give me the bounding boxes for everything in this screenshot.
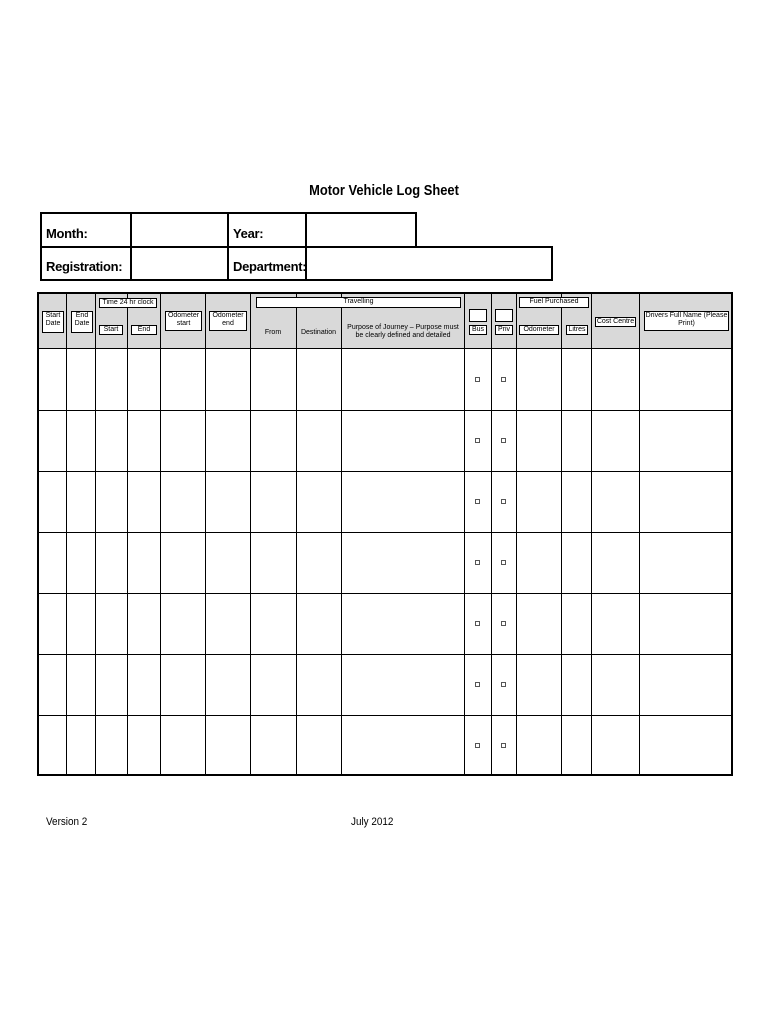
fuel-group-header: Fuel Purchased bbox=[519, 297, 589, 308]
priv-checkbox-4[interactable] bbox=[501, 560, 506, 565]
page-title: Motor Vehicle Log Sheet bbox=[309, 182, 459, 199]
bus-checkbox-7[interactable] bbox=[475, 743, 480, 748]
bus-checkbox-1[interactable] bbox=[475, 377, 480, 382]
date-text: July 2012 bbox=[351, 816, 394, 828]
department-label: Department: bbox=[233, 259, 307, 274]
registration-label: Registration: bbox=[46, 259, 123, 274]
time-start-header: Start bbox=[99, 325, 123, 335]
odometer-start-header: Odometer start bbox=[165, 311, 202, 331]
month-label: Month: bbox=[46, 226, 88, 241]
bus-checkbox-6[interactable] bbox=[475, 682, 480, 687]
time-group-header: Time 24 hr clock bbox=[99, 298, 157, 308]
priv-checkbox-3[interactable] bbox=[501, 499, 506, 504]
month-field[interactable] bbox=[133, 214, 226, 246]
travelling-group-header: Travelling bbox=[256, 297, 461, 308]
fuel-odometer-header: Odometer bbox=[519, 325, 559, 335]
registration-field[interactable] bbox=[133, 248, 226, 279]
bus-checkbox-4[interactable] bbox=[475, 560, 480, 565]
priv-checkbox-6[interactable] bbox=[501, 682, 506, 687]
bus-checkbox-3[interactable] bbox=[475, 499, 480, 504]
log-table bbox=[37, 292, 733, 776]
destination-header: Destination bbox=[300, 329, 337, 336]
from-header: From bbox=[264, 329, 282, 336]
priv-checkbox-5[interactable] bbox=[501, 621, 506, 626]
bus-top-box bbox=[469, 309, 487, 322]
priv-checkbox-2[interactable] bbox=[501, 438, 506, 443]
priv-header: Priv bbox=[495, 325, 513, 335]
bus-header: Bus bbox=[469, 325, 487, 335]
department-field[interactable] bbox=[308, 248, 550, 279]
bus-checkbox-5[interactable] bbox=[475, 621, 480, 626]
priv-checkbox-7[interactable] bbox=[501, 743, 506, 748]
drivers-name-header: Drivers Full Name (Please Print) bbox=[644, 311, 729, 331]
priv-checkbox-1[interactable] bbox=[501, 377, 506, 382]
litres-header: Litres bbox=[566, 325, 588, 335]
end-date-header: End Date bbox=[71, 311, 93, 333]
year-label: Year: bbox=[233, 226, 264, 241]
time-end-header: End bbox=[131, 325, 157, 335]
year-field[interactable] bbox=[308, 214, 414, 246]
priv-top-box bbox=[495, 309, 513, 322]
cost-centre-header: Cost Centre bbox=[596, 318, 635, 325]
purpose-header: Purpose of Journey – Purpose must be clearly defined and detailed bbox=[347, 324, 459, 339]
bus-checkbox-2[interactable] bbox=[475, 438, 480, 443]
odometer-end-header: Odometer end bbox=[209, 311, 247, 331]
version-text: Version 2 bbox=[46, 816, 88, 828]
start-date-header: Start Date bbox=[42, 311, 64, 333]
